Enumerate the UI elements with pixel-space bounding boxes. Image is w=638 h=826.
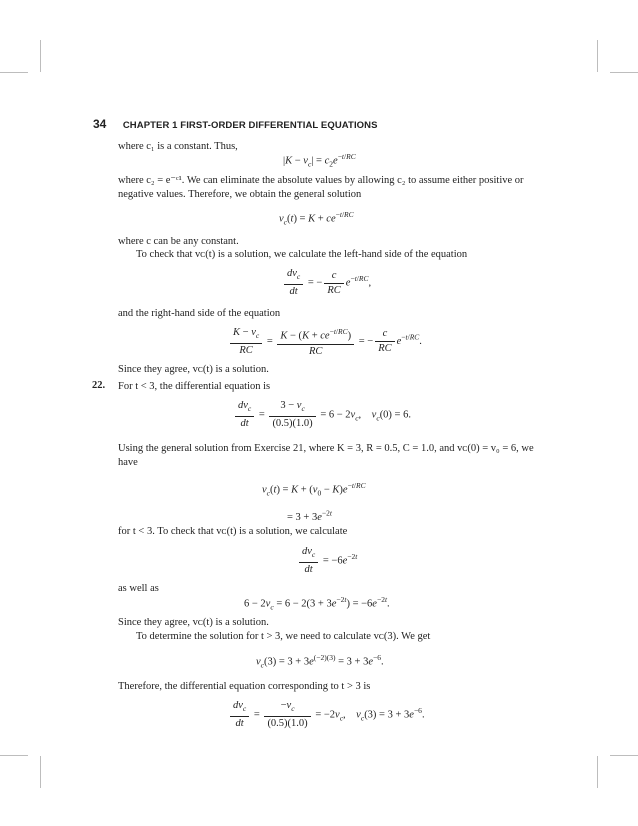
- equation: $v_c(t) = K + (v_0 - K)e^{-t/RC}$ = $3 + 3e^{-2t}$: [262, 481, 366, 524]
- crop-mark: [597, 756, 598, 788]
- chapter-title: CHAPTER 1 FIRST-ORDER DIFFERENTIAL EQUATIONS: [122, 120, 378, 131]
- equation: $v_c(t) = K + ce^{-t/RC}$: [279, 210, 354, 227]
- paragraph: for t < 3. To check that vᴄ(t) is a solution, we calculate: [118, 526, 348, 537]
- crop-mark: [40, 756, 41, 788]
- paragraph: To determine the solution for t > 3, we need to calculate vᴄ(3). We get: [136, 631, 431, 642]
- crop-mark: [597, 40, 598, 72]
- paragraph: where c₂ = e⁻ᶜ¹. We can eliminate the absolute values by allowing c₂ to assume either positive or negative values. Therefore, we obtain the general solution: [118, 175, 524, 200]
- paragraph: Since they agree, vᴄ(t) is a solution.: [118, 617, 269, 628]
- equation: $v_c(3) = 3 + 3e^{(-2)(3)} = 3 + 3e^{-6}$.: [256, 653, 384, 670]
- paragraph: To check that vᴄ(t) is a solution, we calculate the left-hand side of the equation: [136, 249, 468, 260]
- crop-mark: [610, 755, 638, 756]
- paragraph: and the right-hand side of the equation: [118, 308, 281, 319]
- equation: $\frac{dv_c}{dt}$ = $\frac{-v_c}{(0.5)(1.0)}$ = $-2v_c$, $v_c(3) = 3 + 3e^{-6}$.: [228, 700, 425, 730]
- paragraph: Therefore, the differential equation corresponding to t > 3 is: [118, 681, 371, 692]
- equation: $\frac{dv_c}{dt}$ = $\frac{3 - v_c}{(0.5)(1.0)}$ = $6 - 2v_c$, $v_c(0) = 6$.: [233, 400, 411, 430]
- paragraph: For t < 3, the differential equation is: [118, 381, 271, 392]
- equation: $\frac{dv_c}{dt}$ = − $\frac{c}{RC}$ $e^{-t/RC}$,: [282, 268, 371, 298]
- crop-mark: [40, 40, 41, 72]
- paragraph: Using the general solution from Exercise 21, where K = 3, R = 0.5, C = 1.0, and vᴄ(0) = v₀ = 6, we have: [118, 443, 534, 468]
- paragraph: Since they agree, vᴄ(t) is a solution.: [118, 364, 269, 375]
- running-header: [93, 115, 378, 133]
- equation: $\frac{K - v_c}{RC}$ = $\frac{K - (K + ce^{-t/RC})}{RC}$ = − $\frac{c}{RC}$ $e^{-t/RC}$.: [228, 326, 422, 358]
- equation: $6 - 2v_c = 6 - 2(3 + 3e^{-2t}) = -6e^{-2t}$.: [244, 595, 390, 612]
- equation: $|K - v_c| = c_2e^{-t/RC}$: [283, 152, 356, 169]
- crop-mark: [0, 755, 28, 756]
- page-number: 34: [93, 117, 107, 131]
- paragraph: where c₁ is a constant. Thus,: [118, 141, 238, 152]
- crop-mark: [0, 72, 28, 73]
- crop-mark: [610, 72, 638, 73]
- paragraph: where c can be any constant.: [118, 236, 239, 247]
- paragraph: as well as: [118, 583, 159, 594]
- equation: $\frac{dv_c}{dt}$ = $-6e^{-2t}$: [297, 546, 357, 576]
- exercise-number: 22.: [92, 380, 106, 391]
